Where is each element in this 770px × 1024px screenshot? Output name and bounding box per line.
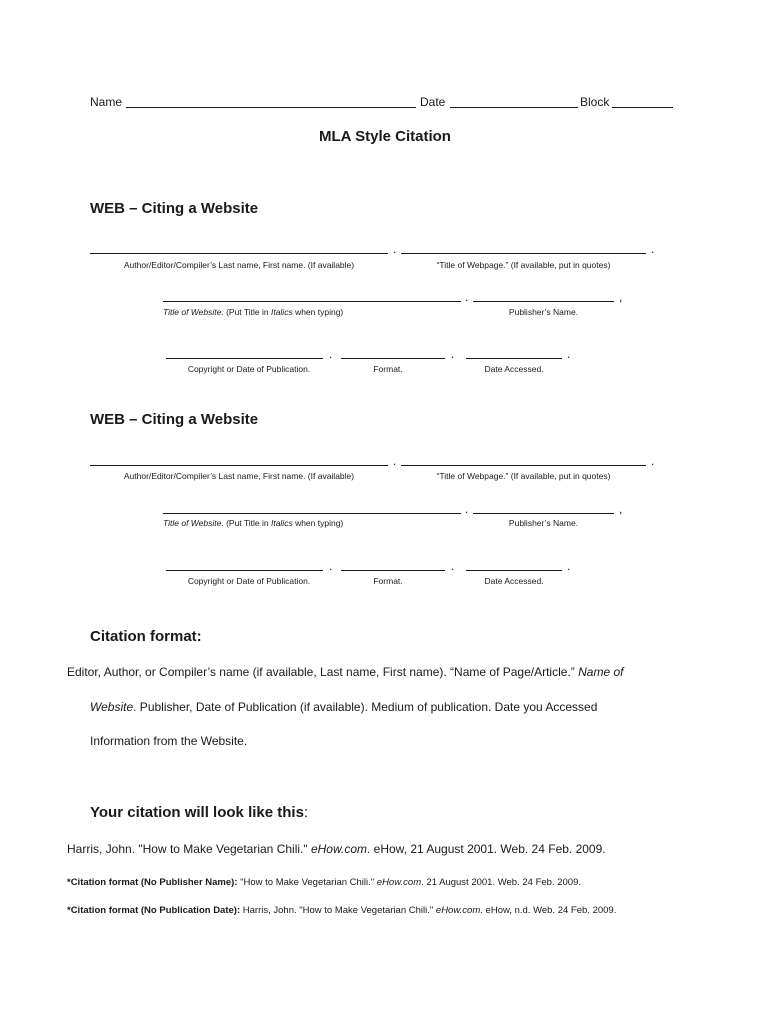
- separator-dot: .: [451, 559, 455, 573]
- name-label: Name: [90, 95, 123, 109]
- author-caption: Author/Editor/Compiler’s Last name, First name. (If available): [123, 260, 355, 270]
- separator-dot: .: [451, 347, 455, 361]
- block-blank-line[interactable]: [612, 107, 673, 108]
- webpage-title-caption: “Title of Webpage.” (If available, put in quotes): [436, 471, 611, 481]
- section-heading-2: WEB – Citing a Website: [90, 411, 259, 428]
- date-blank-line[interactable]: [450, 107, 578, 108]
- separator-dot: .: [567, 347, 571, 361]
- format-caption: Format.: [373, 576, 403, 586]
- citation-format-heading: Citation format:: [90, 628, 202, 645]
- separator-dot: .: [393, 454, 397, 468]
- separator-dot: .: [465, 502, 469, 516]
- author-line-1[interactable]: [90, 253, 388, 254]
- separator-dot: .: [329, 347, 333, 361]
- author-line-2[interactable]: [90, 465, 388, 466]
- example-heading: Your citation will look like this:: [90, 804, 309, 821]
- copyright-line-1[interactable]: [166, 358, 323, 359]
- section-heading-1: WEB – Citing a Website: [90, 200, 259, 217]
- copyright-caption: Copyright or Date of Publication.: [187, 576, 311, 586]
- date-accessed-line-2[interactable]: [466, 570, 562, 571]
- format-line-1[interactable]: [341, 358, 445, 359]
- example-no-date: *Citation format (No Publication Date): Harris, John. "How to Make Vegetarian Chili." eHow.com. eHow, n.d. Web. 24 Feb. 2009.: [67, 905, 617, 916]
- date-label: Date: [420, 95, 446, 109]
- copyright-caption: Copyright or Date of Publication.: [187, 364, 311, 374]
- author-caption: Author/Editor/Compiler’s Last name, First name. (If available): [123, 471, 355, 481]
- copyright-line-2[interactable]: [166, 570, 323, 571]
- separator-comma: ,: [619, 290, 623, 304]
- example-no-publisher: *Citation format (No Publisher Name): "How to Make Vegetarian Chili." eHow.com. 21 August 2001. Web. 24 Feb. 2009.: [67, 877, 581, 888]
- webpage-title-line-1[interactable]: [401, 253, 646, 254]
- publisher-caption: Publisher’s Name.: [508, 307, 579, 317]
- name-blank-line[interactable]: [126, 107, 416, 108]
- website-title-line-1[interactable]: [163, 301, 461, 302]
- date-accessed-caption: Date Accessed.: [484, 576, 544, 586]
- separator-comma: ,: [619, 502, 623, 516]
- date-accessed-caption: Date Accessed.: [484, 364, 544, 374]
- website-title-caption: Title of Website. (Put Title in Italics when typing): [163, 307, 344, 317]
- citation-format-line-1: Editor, Author, or Compiler’s name (if available, Last name, First name). “Name of Page/Article.” Name of: [67, 665, 624, 679]
- format-caption: Format.: [373, 364, 403, 374]
- separator-dot: .: [651, 242, 655, 256]
- webpage-title-line-2[interactable]: [401, 465, 646, 466]
- separator-dot: .: [651, 454, 655, 468]
- separator-dot: .: [329, 559, 333, 573]
- example-citation: Harris, John. "How to Make Vegetarian Chili." eHow.com. eHow, 21 August 2001. Web. 24 Feb. 2009.: [67, 842, 606, 856]
- publisher-line-2[interactable]: [473, 513, 614, 514]
- page-title: MLA Style Citation: [319, 128, 451, 145]
- block-label: Block: [580, 95, 610, 109]
- publisher-line-1[interactable]: [473, 301, 614, 302]
- separator-dot: .: [567, 559, 571, 573]
- separator-dot: .: [393, 242, 397, 256]
- format-line-2[interactable]: [341, 570, 445, 571]
- website-title-line-2[interactable]: [163, 513, 461, 514]
- citation-format-line-2: Website. Publisher, Date of Publication (if available). Medium of publication. Date you Accessed: [90, 700, 598, 714]
- citation-format-line-3: Information from the Website.: [90, 734, 248, 748]
- webpage-title-caption: “Title of Webpage.” (If available, put in quotes): [436, 260, 611, 270]
- publisher-caption: Publisher’s Name.: [508, 518, 579, 528]
- separator-dot: .: [465, 290, 469, 304]
- website-title-caption: Title of Website. (Put Title in Italics when typing): [163, 518, 344, 528]
- date-accessed-line-1[interactable]: [466, 358, 562, 359]
